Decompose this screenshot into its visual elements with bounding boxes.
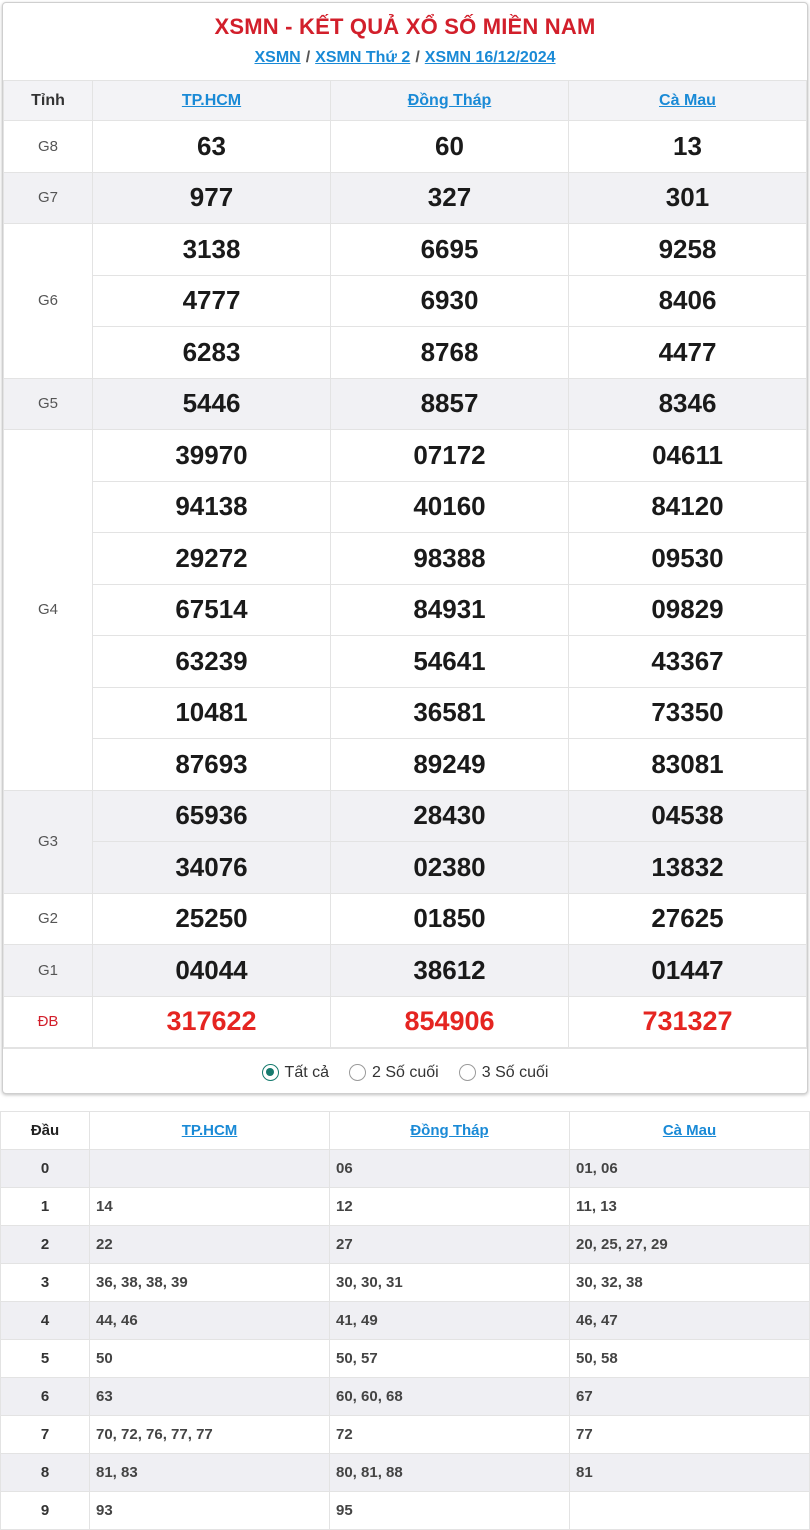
prize-number: 84120: [569, 481, 807, 533]
prize-row-g5: [4, 378, 807, 430]
prize-row-g4: [4, 687, 807, 739]
tail-digits: [90, 1150, 330, 1188]
prize-number: 34076: [93, 842, 331, 894]
col-province: [330, 1112, 570, 1150]
prize-number: 67514: [93, 584, 331, 636]
prize-number: 54641: [331, 636, 569, 688]
prize-label: G4: [4, 430, 93, 791]
prize-number: 5446: [93, 378, 331, 430]
prize-row-g4: [4, 739, 807, 791]
prize-row-g2: [4, 893, 807, 945]
prize-number: 43367: [569, 636, 807, 688]
tail-digits: 77: [570, 1416, 810, 1454]
tail-digits: 67: [570, 1378, 810, 1416]
tail-digits: 41, 49: [330, 1302, 570, 1340]
prize-row-g6: [4, 275, 807, 327]
prize-number: 4777: [93, 275, 331, 327]
head-digit-header-row: [1, 1112, 810, 1150]
prize-number: 27625: [569, 893, 807, 945]
col-dau: Đầu: [1, 1112, 90, 1150]
head-digit-row: [1, 1302, 810, 1340]
digit-filter: [3, 1048, 807, 1094]
prize-number: 13: [569, 121, 807, 173]
prize-number: 83081: [569, 739, 807, 791]
prize-number: 36581: [331, 687, 569, 739]
tail-digits: 36, 38, 38, 39: [90, 1264, 330, 1302]
prize-row-g6: [4, 224, 807, 276]
prize-number: 02380: [331, 842, 569, 894]
special-prize-number: 731327: [569, 996, 807, 1048]
prize-number: 01850: [331, 893, 569, 945]
prize-number: 8346: [569, 378, 807, 430]
prize-number: 9258: [569, 224, 807, 276]
tail-digits: 01, 06: [570, 1150, 810, 1188]
prize-number: 63: [93, 121, 331, 173]
results-header-row: [4, 81, 807, 121]
prize-number: 977: [93, 172, 331, 224]
prize-number: 07172: [331, 430, 569, 482]
prize-number: 3138: [93, 224, 331, 276]
col-province: [93, 81, 331, 121]
head-digit-row: [1, 1378, 810, 1416]
tail-digits: 12: [330, 1188, 570, 1226]
prize-number: 40160: [331, 481, 569, 533]
tail-digits: 81: [570, 1454, 810, 1492]
tail-digits: 30, 30, 31: [330, 1264, 570, 1302]
tail-digits: 30, 32, 38: [570, 1264, 810, 1302]
head-digit: 7: [1, 1416, 90, 1454]
prize-number: 98388: [331, 533, 569, 585]
prize-label: G7: [4, 172, 93, 224]
tail-digits: 72: [330, 1416, 570, 1454]
prize-row-g6: [4, 327, 807, 379]
prize-number: 87693: [93, 739, 331, 791]
prize-label: G3: [4, 790, 93, 893]
head-digit: 9: [1, 1492, 90, 1530]
head-digit-row: [1, 1150, 810, 1188]
head-digit: 1: [1, 1188, 90, 1226]
head-digit: 6: [1, 1378, 90, 1416]
prize-row-g4: [4, 430, 807, 482]
breadcrumb-xsmn[interactable]: XSMN: [254, 49, 301, 66]
prize-number: 6695: [331, 224, 569, 276]
head-digit-row: [1, 1340, 810, 1378]
tail-digits: 27: [330, 1226, 570, 1264]
breadcrumb: [3, 49, 807, 67]
prize-number: 84931: [331, 584, 569, 636]
head-digit-row: [1, 1492, 810, 1530]
radio-icon[interactable]: [459, 1064, 476, 1081]
prize-number: 73350: [569, 687, 807, 739]
head-digit-row: [1, 1226, 810, 1264]
filter-last-3[interactable]: [459, 1064, 549, 1082]
tail-digits: 60, 60, 68: [330, 1378, 570, 1416]
prize-label: ĐB: [4, 996, 93, 1048]
prize-label: G1: [4, 945, 93, 997]
head-digit-row: [1, 1454, 810, 1492]
dau-province-link-ca-mau[interactable]: Cà Mau: [662, 1122, 717, 1139]
tail-digits: 46, 47: [570, 1302, 810, 1340]
filter-last-2-label: 2 Số cuối: [372, 1063, 439, 1081]
prize-number: 25250: [93, 893, 331, 945]
prize-number: 29272: [93, 533, 331, 585]
prize-label: G2: [4, 893, 93, 945]
prize-number: 4477: [569, 327, 807, 379]
tail-digits: 44, 46: [90, 1302, 330, 1340]
tail-digits: 50: [90, 1340, 330, 1378]
tail-digits: 50, 57: [330, 1340, 570, 1378]
breadcrumb-xsmn-date[interactable]: XSMN 16/12/2024: [424, 49, 556, 66]
prize-number: 28430: [331, 790, 569, 842]
prize-row-g1: [4, 945, 807, 997]
prize-number: 60: [331, 121, 569, 173]
prize-row-g7: [4, 172, 807, 224]
col-province: [569, 81, 807, 121]
col-province: [90, 1112, 330, 1150]
radio-selected-icon[interactable]: [262, 1064, 279, 1081]
breadcrumb-separator: /: [305, 49, 311, 66]
head-digit: 8: [1, 1454, 90, 1492]
prize-number: 09530: [569, 533, 807, 585]
head-digit-table: [0, 1111, 810, 1530]
results-card: [2, 2, 808, 1094]
prize-number: 89249: [331, 739, 569, 791]
tail-digits: 80, 81, 88: [330, 1454, 570, 1492]
prize-label: G8: [4, 121, 93, 173]
tail-digits: 22: [90, 1226, 330, 1264]
special-prize-number: 854906: [331, 996, 569, 1048]
results-body: [4, 121, 807, 1048]
prize-number: 301: [569, 172, 807, 224]
prize-number: 8406: [569, 275, 807, 327]
breadcrumb-xsmn-thu-2[interactable]: XSMN Thứ 2: [315, 49, 411, 66]
prize-number: 8857: [331, 378, 569, 430]
tail-digits: 95: [330, 1492, 570, 1530]
prize-label: G6: [4, 224, 93, 379]
tail-digits: 63: [90, 1378, 330, 1416]
tail-digits: 81, 83: [90, 1454, 330, 1492]
col-province: [331, 81, 569, 121]
prize-number: 13832: [569, 842, 807, 894]
prize-number: 10481: [93, 687, 331, 739]
head-digit: 3: [1, 1264, 90, 1302]
province-link-ca-mau[interactable]: Cà Mau: [659, 91, 716, 109]
tail-digits: 70, 72, 76, 77, 77: [90, 1416, 330, 1454]
head-digit: 4: [1, 1302, 90, 1340]
prize-number: 327: [331, 172, 569, 224]
tail-digits: 20, 25, 27, 29: [570, 1226, 810, 1264]
page-title: XSMN - KẾT QUẢ XỔ SỐ MIỀN NAM: [214, 14, 596, 39]
tail-digits: 50, 58: [570, 1340, 810, 1378]
prize-row-db: [4, 996, 807, 1048]
head-digit-body: [1, 1150, 810, 1530]
prize-number: 09829: [569, 584, 807, 636]
prize-number: 39970: [93, 430, 331, 482]
col-province: [570, 1112, 810, 1150]
head-digit: 5: [1, 1340, 90, 1378]
prize-number: 38612: [331, 945, 569, 997]
head-digit-row: [1, 1416, 810, 1454]
prize-row-g4: [4, 533, 807, 585]
breadcrumb-separator: /: [415, 49, 420, 66]
dau-province-link-tphcm[interactable]: TP.HCM: [181, 1122, 238, 1139]
prize-number: 6283: [93, 327, 331, 379]
prize-row-g4: [4, 636, 807, 688]
tail-digits: 11, 13: [570, 1188, 810, 1226]
tail-digits: 93: [90, 1492, 330, 1530]
tail-digits: 14: [90, 1188, 330, 1226]
head-digit-section: [0, 1111, 810, 1530]
prize-number: 94138: [93, 481, 331, 533]
radio-icon[interactable]: [349, 1064, 366, 1081]
prize-row-g4: [4, 481, 807, 533]
prize-row-g4: [4, 584, 807, 636]
prize-row-g3: [4, 790, 807, 842]
prize-number: 04611: [569, 430, 807, 482]
tail-digits: 06: [330, 1150, 570, 1188]
prize-row-g3: [4, 842, 807, 894]
prize-number: 8768: [331, 327, 569, 379]
special-prize-number: 317622: [93, 996, 331, 1048]
prize-number: 04538: [569, 790, 807, 842]
col-tinh: Tỉnh: [4, 81, 93, 121]
prize-number: 63239: [93, 636, 331, 688]
prize-number: 65936: [93, 790, 331, 842]
filter-all[interactable]: [262, 1064, 329, 1082]
results-header: [3, 3, 807, 80]
dau-province-link-dong-thap[interactable]: Đồng Tháp: [410, 1122, 489, 1139]
filter-all-label: Tất cả: [284, 1063, 330, 1081]
results-table: [3, 80, 807, 1048]
head-digit-row: [1, 1264, 810, 1302]
filter-last-3-label: 3 Số cuối: [481, 1063, 549, 1081]
province-link-tphcm[interactable]: TP.HCM: [181, 91, 242, 109]
head-digit-row: [1, 1188, 810, 1226]
prize-label: G5: [4, 378, 93, 430]
tail-digits: [570, 1492, 810, 1530]
prize-row-g8: [4, 121, 807, 173]
province-link-dong-thap[interactable]: Đồng Tháp: [407, 91, 492, 109]
prize-number: 04044: [93, 945, 331, 997]
prize-number: 01447: [569, 945, 807, 997]
head-digit: 0: [1, 1150, 90, 1188]
head-digit: 2: [1, 1226, 90, 1264]
prize-number: 6930: [331, 275, 569, 327]
filter-last-2[interactable]: [349, 1064, 439, 1082]
